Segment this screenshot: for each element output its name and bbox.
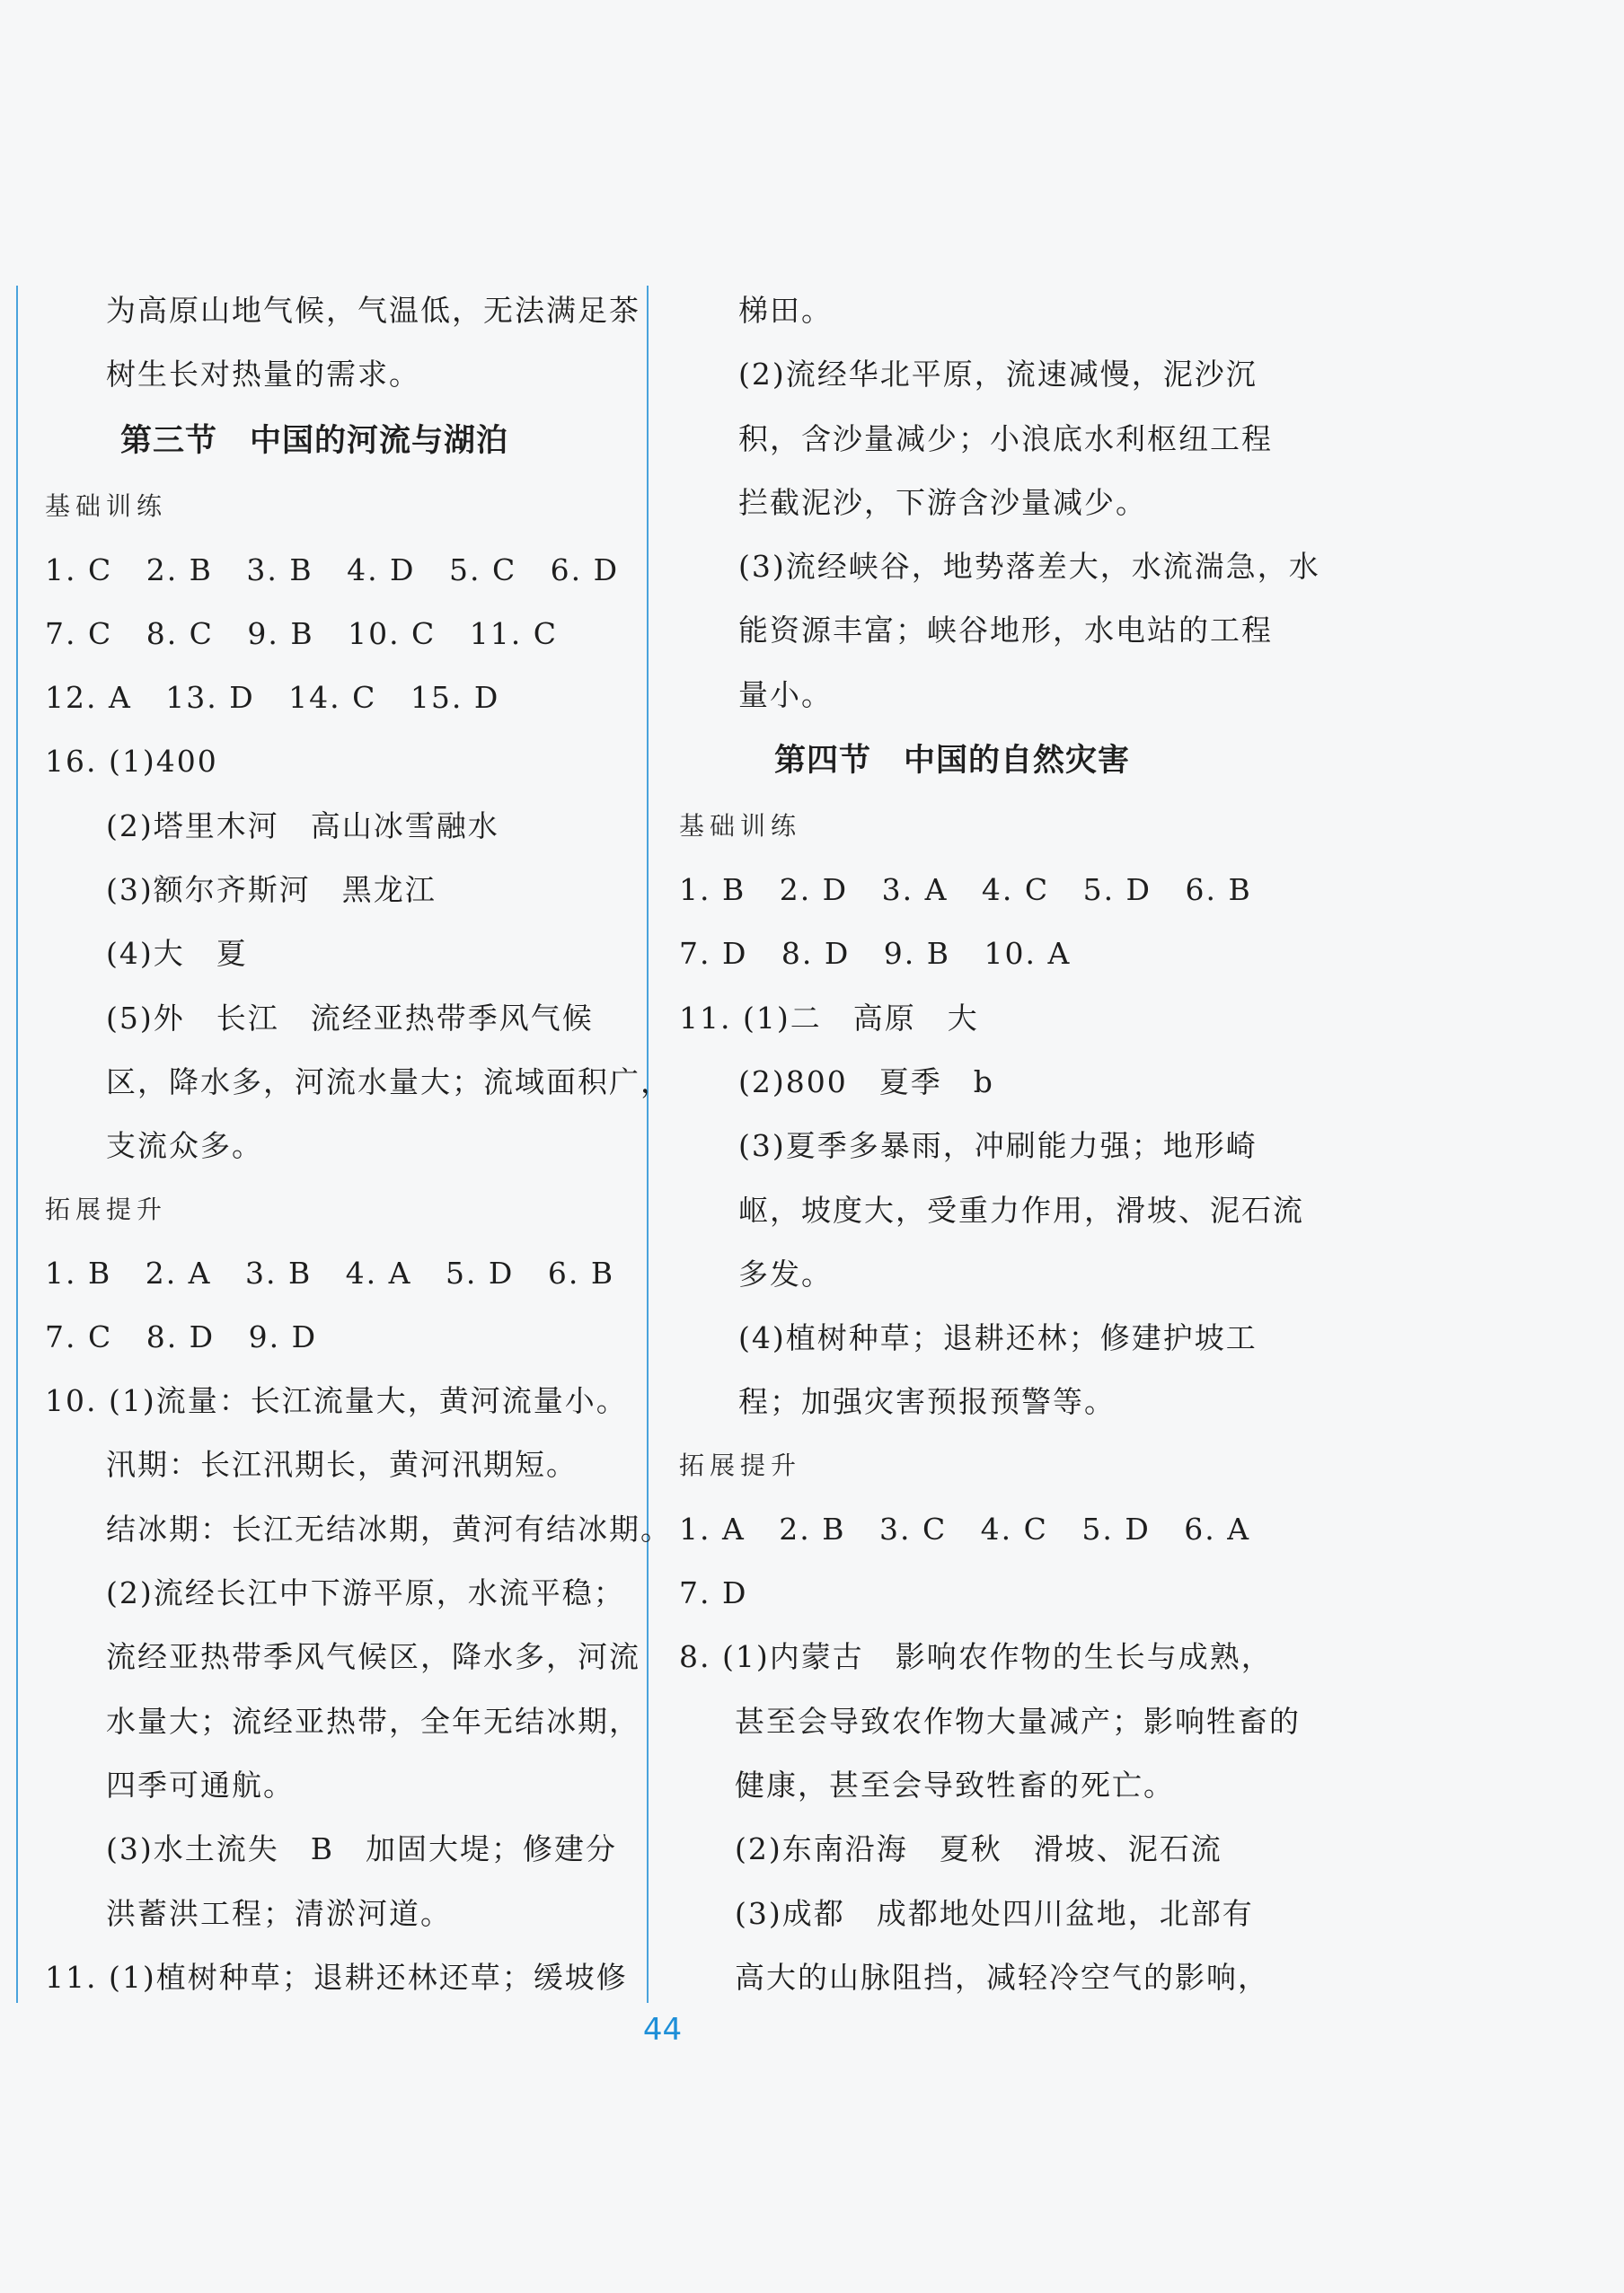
subsection-label: 基础训练: [45, 490, 168, 521]
answer-line: 为高原山地气候，气温低，无法满足茶: [106, 293, 640, 328]
answer-line: (3)夏季多暴雨，冲刷能力强；地形崎: [738, 1128, 1258, 1164]
column-divider-rule: [647, 286, 649, 2003]
answer-line: 高大的山脉阻挡，减轻冷空气的影响，: [735, 1959, 1269, 1995]
answer-line: 程；加强灾害预报预警等。: [738, 1384, 1116, 1420]
section-heading: 第三节 中国的河流与湖泊: [120, 422, 509, 459]
answer-line: 7. C 8. C 9. B 10. C 11. C: [45, 615, 558, 651]
right-column: [679, 278, 1320, 2009]
left-margin-rule: [16, 286, 18, 2003]
page-number: 44: [642, 2012, 683, 2048]
answer-line: 支流众多。: [106, 1128, 263, 1164]
answer-line: 1. A 2. B 3. C 4. C 5. D 6. A: [679, 1511, 1251, 1547]
answer-line: 1. B 2. A 3. B 4. A 5. D 6. B: [45, 1255, 615, 1291]
answer-line: 10. (1)流量：长江流量大，黄河流量小。: [45, 1383, 628, 1419]
answer-line: 健康，甚至会导致牲畜的死亡。: [735, 1767, 1175, 1803]
answer-line: 岖，坡度大，受重力作用，滑坡、泥石流: [738, 1192, 1304, 1228]
answer-line: 结冰期：长江无结冰期，黄河有结冰期。: [106, 1511, 672, 1547]
subsection-label: 拓展提升: [679, 1450, 802, 1480]
answer-line: 能资源丰富；峡谷地形，水电站的工程: [738, 613, 1273, 648]
answer-line: 7. D 8. D 9. B 10. A: [679, 936, 1072, 972]
answer-line: 甚至会导致农作物大量减产；影响牲畜的: [735, 1703, 1301, 1739]
answer-line: (2)塔里木河 高山冰雪融水: [106, 807, 499, 843]
answer-line: 流经亚热带季风气候区，降水多，河流: [106, 1639, 640, 1675]
answer-line: 多发。: [738, 1256, 833, 1292]
answer-line: 7. C 8. D 9. D: [45, 1318, 318, 1354]
answer-line: (2)流经华北平原，流速减慢，泥沙沉: [738, 357, 1258, 392]
answer-line: (4)植树种草；退耕还林；修建护坡工: [738, 1320, 1258, 1356]
answer-line: 11. (1)植树种草；退耕还林还草；缓坡修: [45, 1959, 628, 1995]
answer-line: (3)额尔齐斯河 黑龙江: [106, 872, 437, 908]
answer-line: 7. D: [679, 1575, 748, 1611]
section-heading: 第四节 中国的自然灾害: [774, 743, 1131, 780]
answer-line: 1. B 2. D 3. A 4. C 5. D 6. B: [679, 872, 1252, 908]
answer-line: (2)800 夏季 b: [738, 1063, 994, 1099]
subsection-label: 拓展提升: [45, 1194, 168, 1224]
answer-line: 积，含沙量减少；小浪底水利枢纽工程: [738, 420, 1273, 456]
answer-line: 量小。: [738, 676, 833, 712]
answer-line: 拦截泥沙，下游含沙量减少。: [738, 484, 1147, 520]
answer-line: 12. A 13. D 14. C 15. D: [45, 680, 500, 716]
answer-line: (5)外 长江 流经亚热带季风气候: [106, 1000, 594, 1036]
answer-line: 洪蓄洪工程；清淤河道。: [106, 1895, 452, 1931]
answer-line: (3)流经峡谷，地势落差大，水流湍急，水: [738, 549, 1320, 585]
answer-line: 梯田。: [738, 293, 833, 328]
answer-line: (3)成都 成都地处四川盆地，北部有: [735, 1895, 1254, 1931]
answer-line: 四季可通航。: [106, 1767, 295, 1803]
left-column: [45, 278, 672, 2009]
answer-line: 区，降水多，河流水量大；流域面积广，: [106, 1063, 672, 1099]
answer-line: 8. (1)内蒙古 影响农作物的生长与成熟，: [679, 1639, 1273, 1675]
answer-line: 水量大；流经亚热带，全年无结冰期，: [106, 1703, 640, 1739]
answer-line: 11. (1)二 高原 大: [679, 1000, 979, 1036]
answer-line: 树生长对热量的需求。: [106, 357, 420, 392]
answer-line: (4)大 夏: [106, 936, 248, 972]
answer-line: (2)东南沿海 夏秋 滑坡、泥石流: [735, 1831, 1222, 1867]
subsection-label: 基础训练: [679, 811, 802, 842]
answer-line: (2)流经长江中下游平原，水流平稳；: [106, 1575, 625, 1611]
answer-line: (3)水土流失 B 加固大堤；修建分: [106, 1831, 617, 1867]
answer-line: 汛期：长江汛期长，黄河汛期短。: [106, 1447, 578, 1483]
answer-line: 1. C 2. B 3. B 4. D 5. C 6. D: [45, 551, 620, 587]
answer-line: 16. (1)400: [45, 744, 218, 780]
